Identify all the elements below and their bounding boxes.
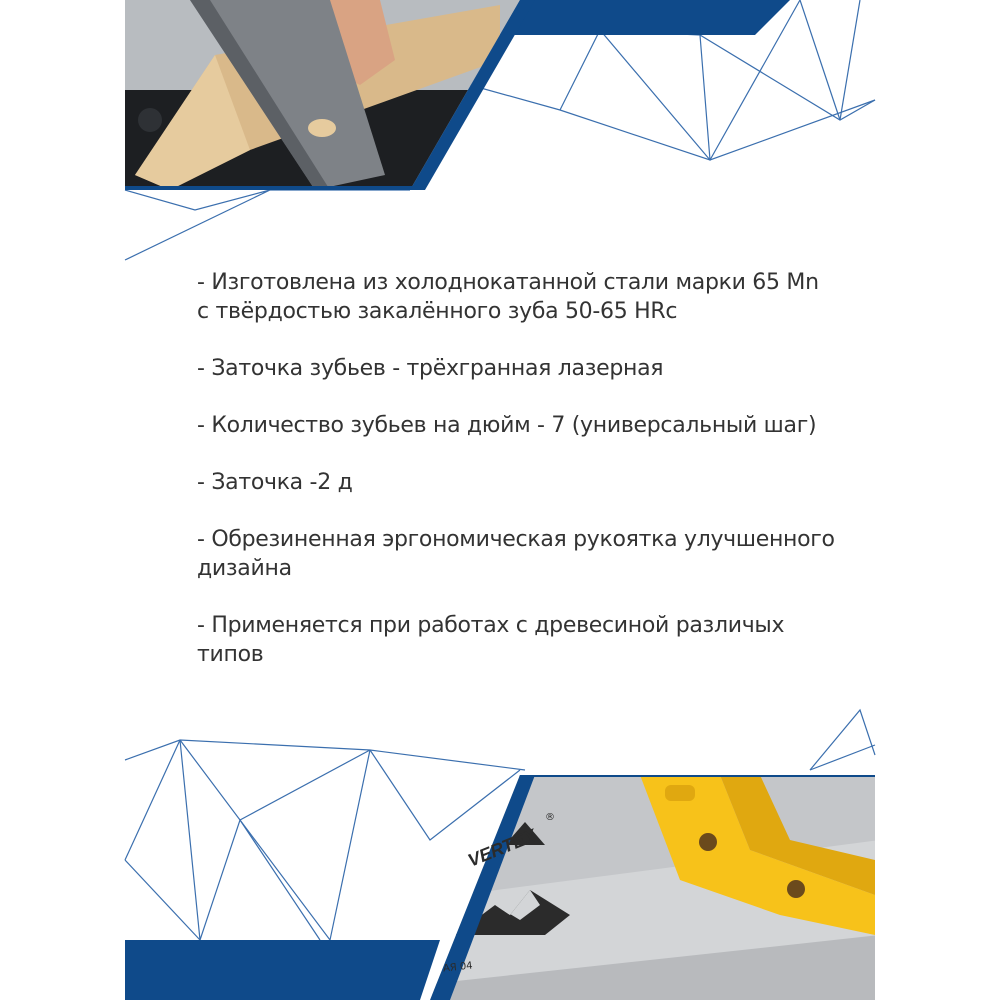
feature-item-handle: - Обрезиненная эргономическая рукоятка улучшенного дизайна [197,527,835,581]
brand-name: VERTEX [465,825,539,871]
feature-item-teeth-per-inch: - Количество зубьев на дюйм - 7 (универсальный шаг) [197,413,817,438]
feature-item-sharpening-d: - Заточка -2 д [197,470,353,495]
feature-list [197,268,837,697]
feature-item-usage: - Применяется при работах с древесиной различых типов [197,613,785,667]
feature-item-sharpening: - Заточка зубьев - трёхгранная лазерная [197,356,664,381]
top-photo [125,0,535,190]
bottom-photo [420,770,880,1000]
registered-mark: ® [545,812,555,823]
bottom-blue-band [125,940,440,1000]
blade-marking: АЯ 04 [442,960,474,975]
top-blue-band [500,0,790,35]
feature-item-steel: - Изготовлена из холоднокатанной стали марки 65 Mn с твёрдостью закалённого зуба 50-65 HRc [197,270,819,324]
